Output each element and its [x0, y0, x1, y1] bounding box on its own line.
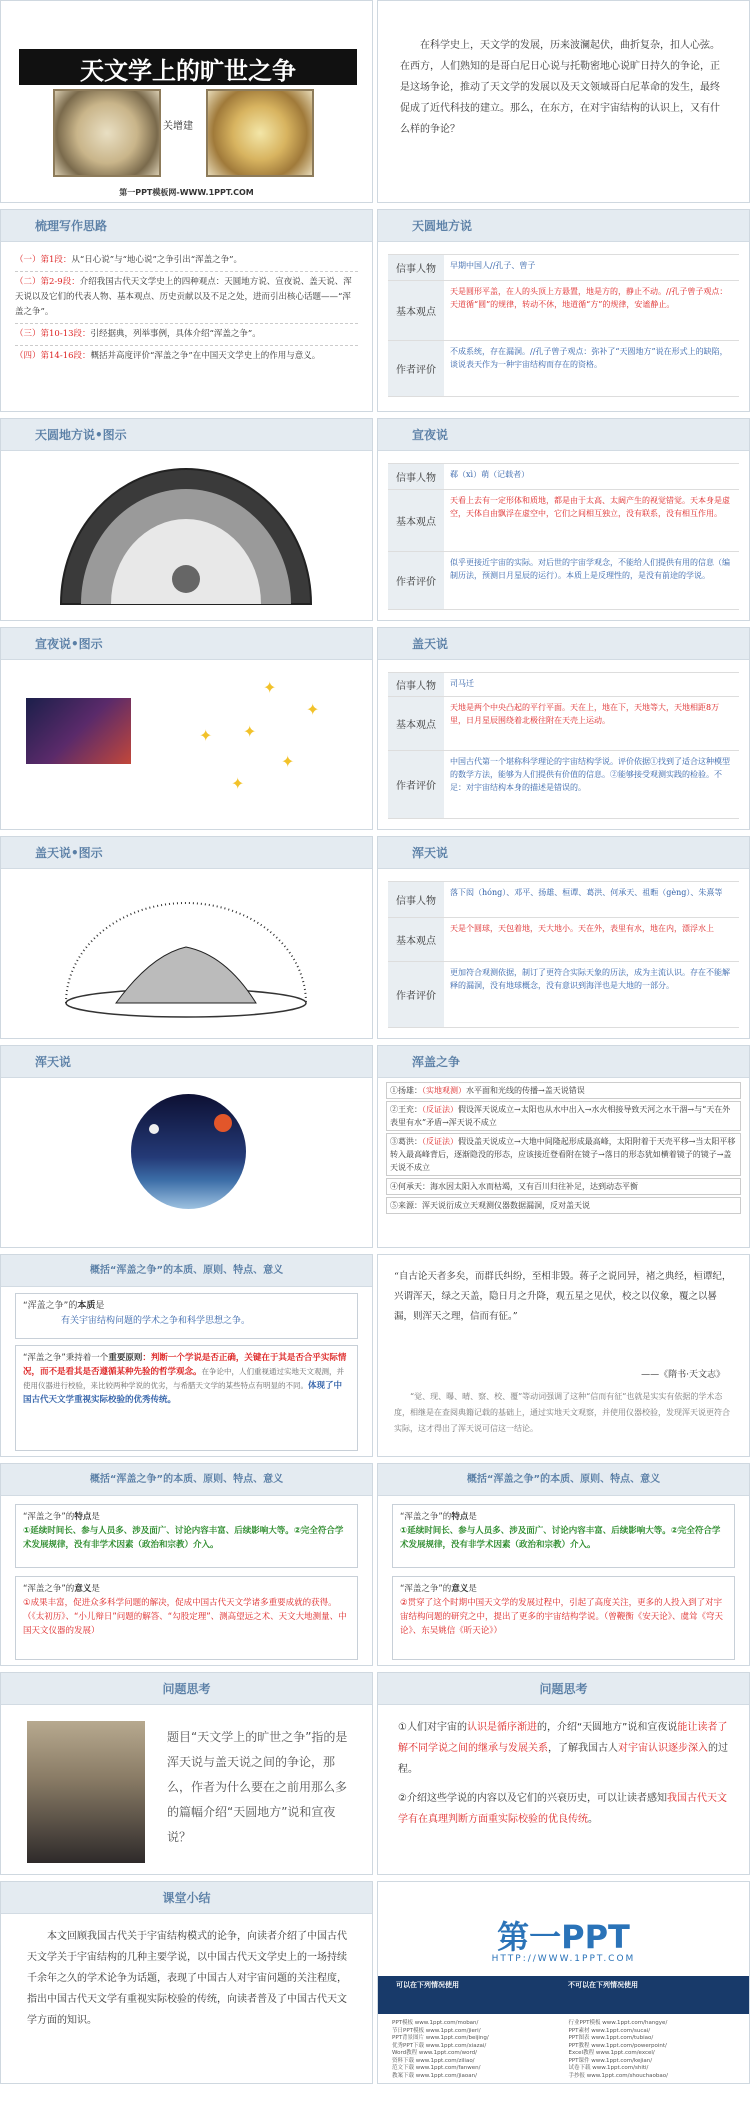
item-lead: ④何承天： — [390, 1182, 430, 1191]
item-tag: （反证法） — [422, 1105, 458, 1114]
row-key: 信事人物 — [388, 673, 444, 696]
item-lead: ①扬雄： — [390, 1086, 422, 1095]
essence-keyword: 本质 — [77, 1301, 96, 1311]
answer-text: ，了解我国古人 — [548, 1743, 618, 1754]
theory-table — [388, 254, 739, 397]
answer-highlight: 能让读者了解不同学说之间的继承与发展关系 — [398, 1722, 728, 1754]
essence-connector: 是 — [95, 1301, 105, 1311]
debate-item — [386, 1082, 741, 1099]
table-row — [388, 697, 739, 751]
slide-header: 盖天说 — [378, 628, 749, 660]
table-row — [388, 464, 739, 490]
features-keyword: 特点 — [74, 1512, 92, 1522]
slide-tianyuan — [377, 209, 750, 412]
essence-text: 有关宇宙结构问题的学术之争和科学思想之争。 — [61, 1316, 251, 1326]
resource-link[interactable]: PPT教程 www.1ppt.com/powerpoint/ — [568, 2042, 667, 2049]
row-key: 作者评价 — [388, 552, 444, 609]
row-value: 天地是两个中央凸起的平行平面。天在上，地在下，天地等大，天地相距8万里，日月星辰围绕着北极往附在天壳上运动。 — [450, 703, 720, 725]
dome-earth-diagram — [56, 885, 316, 1025]
slide-tianyuan-diagram — [0, 418, 373, 621]
resource-link[interactable]: PPT课件 www.1ppt.com/kejian/ — [568, 2057, 653, 2064]
principle-lead: “浑盖之争”秉持着一个 — [23, 1353, 109, 1363]
table-row — [388, 918, 739, 962]
resource-link[interactable]: 试卷下载 www.1ppt.com/shiti/ — [568, 2065, 649, 2071]
slide-gaitian-diagram — [0, 836, 373, 1039]
essence-box — [15, 1293, 358, 1339]
row-value: 天是个圆球，天包着地，天大地小。天在外，表里有水，地在内，漂浮水上 — [450, 924, 714, 933]
resource-link[interactable]: 手抄报 www.1ppt.com/shouchaobao/ — [568, 2072, 668, 2079]
table-row — [388, 751, 739, 819]
answer-text: 的，介绍“天圆地方”说和宣夜说 — [536, 1722, 678, 1733]
slide-header: 课堂小结 — [1, 1882, 372, 1914]
slide-header: 概括“浑盖之争”的本质、原则、特点、意义 — [1, 1255, 372, 1287]
author-name: 关增建 — [163, 121, 193, 132]
question-text: 题目“天文学上的旷世之争”指的是浑天说与盖天说之间的争论，那么，作者为什么要在之前用那么多的篇幅介绍“天圆地方”说和宣夜说？ — [167, 1730, 348, 1844]
brand-url[interactable]: HTTP://WWW.1PPT.COM — [491, 1954, 636, 1964]
table-row — [388, 281, 739, 341]
sun-icon — [214, 1114, 232, 1132]
answer-paragraph — [398, 1788, 733, 1830]
slide-header: 梳理写作思路 — [1, 210, 372, 242]
debate-item — [386, 1197, 741, 1214]
row-key: 基本观点 — [388, 697, 444, 750]
answer-highlight: 认识是循序渐进 — [466, 1722, 537, 1733]
row-key: 基本观点 — [388, 918, 444, 961]
resource-link[interactable]: PPT素材 www.1ppt.com/sucai/ — [568, 2027, 651, 2034]
table-row — [388, 255, 739, 281]
row-key: 基本观点 — [388, 490, 444, 551]
resource-link[interactable]: Excel教程 www.1ppt.com/excel/ — [568, 2050, 655, 2056]
dome-diagram — [56, 459, 316, 609]
significance-text: ②贯穿了这个时期中国天文学的发展过程中，引起了高度关注，更多的人投入到了对宇宙结构问题的研究之中，提出了更多的宇宙结构学说。（曾鞭衡《安天论》、虞耸《穹天论》、东吴姚信《昕天论》） — [400, 1598, 724, 1636]
table-row — [388, 490, 739, 552]
item-tag: （实地观测） — [422, 1086, 466, 1095]
table-row — [388, 673, 739, 697]
row-value: 落下闳（hóng）、邓平、扬雄、桓谭、葛洪、何承天、祖暅（gèng）、朱熹等 — [450, 888, 723, 897]
resource-link[interactable]: 优秀PPT下载 www.1ppt.com/xiazai/ — [392, 2042, 487, 2049]
row-value: 中国古代第一个堪称科学理论的宇宙结构学说。评价依据①找到了适合这种模型的数学方法，能够为人们提供有价值的信息。②能够接受观测实践的检验。不足：对宇宙结构本身的描述是错误的。 — [450, 757, 730, 792]
outline-list — [15, 250, 358, 367]
item-lead: ②王充： — [390, 1105, 422, 1114]
features-box — [392, 1504, 735, 1568]
features-connector: 是 — [91, 1512, 100, 1522]
table-row — [388, 552, 739, 610]
table-row — [388, 882, 739, 918]
night-sky-painting — [26, 698, 131, 764]
slide-header: 浑天说 — [378, 837, 749, 869]
outline-lead: （一）第1段： — [15, 255, 72, 265]
slide-xuanye — [377, 418, 750, 621]
row-key: 基本观点 — [388, 281, 444, 340]
star-icon: ✦ — [281, 752, 295, 771]
theory-table — [388, 881, 739, 1028]
principle-text: ：判断一个学说是否正确，关键在于其是否合乎实际情况，而不是看其是否遵循某种先验的哲学观念。 — [23, 1353, 347, 1377]
quote-source: ——《隋书·天文志》 — [641, 1370, 725, 1380]
row-value: 不成系统，存在漏洞。//孔子曾子观点：弥补了“天圆地方”说在形式上的缺陷，谈说表天作为一种宇宙结构而存在的资格。 — [450, 347, 728, 369]
slide-header: 天圆地方说 — [378, 210, 749, 242]
row-key: 信事人物 — [388, 255, 444, 280]
slide-answer — [377, 1672, 750, 1875]
answer-paragraphs — [398, 1717, 733, 1830]
outline-lead: （三）第10-13段： — [15, 329, 91, 339]
slide-title-text: 天文学上的旷世之争 — [80, 57, 296, 85]
outline-item — [15, 272, 358, 324]
slide-header: 概括“浑盖之争”的本质、原则、特点、意义 — [378, 1464, 749, 1496]
resource-link[interactable]: 教案下载 www.1ppt.com/jiaoan/ — [392, 2072, 477, 2079]
author-photo — [27, 1721, 145, 1863]
row-value: 司马迁 — [450, 679, 474, 688]
answer-paragraph — [398, 1717, 733, 1780]
row-value: 郗（xì）萌（记载者） — [450, 470, 530, 479]
brand-logo: 第一PPT — [497, 1918, 630, 1956]
theory-table — [388, 463, 739, 610]
disallowed-heading: 不可以在下列情况使用 — [568, 1981, 638, 1989]
item-lead: ③葛洪： — [390, 1137, 422, 1146]
footer-text: 第一PPT模板网-WWW.1PPT.COM — [119, 188, 254, 197]
celestial-chart-left — [53, 89, 161, 177]
row-value: 更加符合观测依据，制订了更符合实际天象的历法，成为主流认识。存在不能解释的漏洞，没有地球概念，没有意识到海洋也是大地的一部分。 — [450, 968, 730, 990]
slide-intro — [377, 0, 750, 203]
principle-conclusion: 体现了中国古代天文学重视实际校验的优秀传统。 — [23, 1381, 343, 1405]
slide-header: 宣夜说•图示 — [1, 628, 372, 660]
quote-text: “自古论天者多矣，而群氏纠纷，至相非毁。蒋子之说同异，褚之典经，桓谭纪，兴谓浑天，绿之天盖，隐日月之升降，观五星之见伏，校之以仪象，覆之以晷漏，则浑天之理，信而有征。” — [394, 1271, 732, 1322]
moon-icon — [149, 1124, 159, 1134]
resource-link[interactable]: PPT模板 www.1ppt.com/moban/ — [392, 2020, 479, 2026]
slide-quote — [377, 1254, 750, 1457]
slide-huntian — [377, 836, 750, 1039]
star-icon: ✦ — [199, 726, 213, 745]
star-icon: ✦ — [231, 774, 245, 793]
row-value: 天是圆形平盖，在人的头顶上方悬置，地是方的，静止不动。//孔子曾子观点：天道循“圆”的规律，转动不休，地道循“方”的规律，安谧静止。 — [450, 287, 728, 309]
answer-highlight: 我国古代天文学有在真理判断方面重实际校验的优良传统 — [398, 1793, 727, 1825]
slide-summary-features — [0, 1463, 373, 1666]
slide-gaitian — [377, 627, 750, 830]
answer-highlight: 对宇宙认识逐步深入 — [618, 1743, 708, 1754]
outline-text: 从“日心说”与“地心说”之争引出“浑盖之争”。 — [71, 255, 242, 265]
significance-connector: 是 — [91, 1584, 100, 1594]
resource-link[interactable]: 资料下载 www.1ppt.com/ziliao/ — [392, 2057, 475, 2064]
resource-link[interactable]: PPT背景图片 www.1ppt.com/beijing/ — [392, 2035, 489, 2041]
features-lead: “浑盖之争”的 — [400, 1512, 452, 1522]
slide-header: 浑天说 — [1, 1046, 372, 1078]
slide-header: 概括“浑盖之争”的本质、原则、特点、意义 — [1, 1464, 372, 1496]
item-text: 假设盖天说成立→大地中间隆起形成最高峰，太阳附着于天壳平移→当太阳平移转入最高峰背后，逐渐隐没的形态，应该接近登看附在镜子→落日的形态犹如横着镜子的镜子→盖天说不成立 — [390, 1137, 736, 1172]
star-icon: ✦ — [243, 722, 257, 741]
quote-analysis: “觉、现、曝、晴、察、校、覆”等动词强调了这种“信而有征”也就是实实有依据的学术态度，相继是在查阅典籍记载的基础上，通过实地天文观察，并使用仪器校验，发现浑天说更符合实际，这才得出了浑天说可信这一结论。 — [394, 1392, 730, 1433]
debate-item — [386, 1101, 741, 1131]
outline-text: 引经据典，列举事例，具体介绍“浑盖之争”。 — [90, 329, 261, 339]
celestial-chart-right — [206, 89, 314, 177]
features-connector: 是 — [468, 1512, 477, 1522]
star-icon: ✦ — [263, 678, 277, 697]
resource-link[interactable]: 行业PPT模板 www.1ppt.com/hangye/ — [568, 2020, 668, 2026]
outline-item — [15, 250, 358, 272]
item-text: 假设浑天说成立→太阳也从水中出入→水火相接导致天河之水干涸→与“天在外表里有水”矛盾→浑天说不成立 — [390, 1105, 731, 1127]
outline-text: 介绍我国古代天文学史上的四种观点：天圆地方说、宣夜说、盖天说、浑天说以及它们的代表人物、基本观点、历史贡献以及不足之处，进而引出核心话题——“浑盖之争”。 — [15, 277, 352, 317]
answer-text: ①人们对宇宙的 — [398, 1722, 467, 1733]
item-tag: （反证法） — [422, 1137, 458, 1146]
resource-link[interactable]: Word教程 www.1ppt.com/word/ — [392, 2050, 477, 2056]
debate-item — [386, 1133, 741, 1176]
row-value: 似乎更接近宇宙的实际。对后世的宇宙学观念，不能给人们提供有用的信息（编制历法，预测日月星辰的运行）。本质上是反理性的，是没有前途的学说。 — [450, 558, 730, 580]
celestial-sphere — [131, 1094, 246, 1209]
outline-item — [15, 346, 358, 367]
significance-box — [15, 1576, 358, 1660]
allowed-heading: 可以在下列情况使用 — [396, 1981, 459, 1989]
significance-keyword: 意义 — [74, 1584, 92, 1594]
slide-header: 问题思考 — [1, 1673, 372, 1705]
outline-lead: （四）第14-16段： — [15, 351, 91, 361]
item-text: 海水因太阳入水而枯竭，又有百川归往补足，达到动态平衡 — [430, 1182, 638, 1191]
star-icon: ✦ — [306, 700, 320, 719]
answer-text: 。 — [588, 1814, 598, 1825]
significance-lead: “浑盖之争”的 — [23, 1584, 75, 1594]
principle-detail: 在争论中，人们重视通过实地天文观测，并使用仪器进行校验，来比较两种学说的优劣，与希腊天文学的某些特点有明显的不同。 — [23, 1367, 345, 1390]
outline-text: 概括并高度评价“浑盖之争”在中国天文学史上的作用与意义。 — [90, 351, 321, 361]
item-lead: ⑤来源： — [390, 1201, 422, 1210]
item-text: 浑天说衍成立天观测仪器数据漏洞，反对盖天说 — [422, 1201, 590, 1210]
row-key: 信事人物 — [388, 464, 444, 489]
essence-lead: “浑盖之争”的 — [23, 1301, 78, 1311]
outline-lead: （二）第2-9段： — [15, 277, 80, 287]
link-grid — [392, 2020, 735, 2080]
table-row — [388, 341, 739, 397]
answer-text: ②介绍这些学说的内容以及它们的兴衰历史，可以让读者感知 — [398, 1793, 667, 1804]
slide-debate — [377, 1045, 750, 1248]
significance-lead: “浑盖之争”的 — [400, 1584, 452, 1594]
row-key: 作者评价 — [388, 341, 444, 396]
row-key: 作者评价 — [388, 751, 444, 818]
slide-summary-principle — [0, 1254, 373, 1457]
debate-list — [386, 1082, 741, 1214]
slide-header: 浑盖之争 — [378, 1046, 749, 1078]
answer-text: 的过程。 — [398, 1743, 728, 1775]
significance-box — [392, 1576, 735, 1660]
table-row — [388, 962, 739, 1028]
significance-keyword: 意义 — [451, 1584, 469, 1594]
slide-header: 盖天说•图示 — [1, 837, 372, 869]
slide-xuanye-diagram — [0, 627, 373, 830]
row-key: 信事人物 — [388, 882, 444, 917]
features-text: ①延续时间长、参与人员多、涉及面广、讨论内容丰富、后续影响大等。②完全符合学术发展规律，没有非学术因素（政治和宗教）介入。 — [400, 1526, 721, 1550]
row-value: 天看上去有一定形体和质地，都是由于太高、太阔产生的视觉错觉。天本身是虚空，天体自由飘浮在虚空中，它们之间相互独立，没有联系，没有相互作用。 — [450, 496, 730, 518]
slide-huntian-diagram — [0, 1045, 373, 1248]
resource-link[interactable]: 节日PPT模板 www.1ppt.com/jieri/ — [392, 2027, 481, 2034]
principle-box — [15, 1345, 358, 1451]
features-text: ①延续时间长、参与人员多、涉及面广、讨论内容丰富、后续影响大等。②完全符合学术发展规律，没有非学术因素（政治和宗教）介入。 — [23, 1526, 344, 1550]
significance-text: ①成果丰富，促进众多科学问题的解决，促成中国古代天文学诸多重要成就的获得。（《太初历》、“小儿辩日”问题的解答、“勾股定理”、测高望远之术、天文大地测量、中国天文仪器的发展） — [23, 1598, 347, 1636]
slide-title — [0, 0, 373, 203]
intro-paragraph: 在科学史上，天文学的发展，历来波澜起伏，曲折复杂，扣人心弦。在西方，人们熟知的是哥白尼日心说与托勒密地心说旷日持久的争论，正是这场争论，推动了天文学的发展以及天文领域哥白尼革命的发生，最终促成了近代科技的建立。那么，在东方，在对宇宙结构的认识上，又有什么样的争论？ — [400, 40, 720, 135]
row-value: 早期中国人//孔子、曾子 — [450, 261, 536, 270]
debate-item — [386, 1178, 741, 1195]
outline-item — [15, 324, 358, 346]
slide-header: 宣夜说 — [378, 419, 749, 451]
features-lead: “浑盖之争”的 — [23, 1512, 75, 1522]
features-box — [15, 1504, 358, 1568]
slide-outline — [0, 209, 373, 412]
principle-keyword: 重要原则 — [108, 1353, 143, 1363]
features-keyword: 特点 — [451, 1512, 469, 1522]
item-text: 水平面和光线的传播→盖天说错误 — [466, 1086, 585, 1095]
resource-link[interactable]: PPT图表 www.1ppt.com/tubiao/ — [568, 2035, 654, 2041]
significance-connector: 是 — [468, 1584, 477, 1594]
slide-question — [0, 1672, 373, 1875]
slide-summary-features-2 — [377, 1463, 750, 1666]
slide-header: 天圆地方说•图示 — [1, 419, 372, 451]
resource-link[interactable]: 范文下载 www.1ppt.com/fanwen/ — [392, 2065, 481, 2071]
slide-ending — [377, 1881, 750, 2084]
conclusion-text: 本文回顾我国古代关于宇宙结构模式的论争，向读者介绍了中国古代天文学关于宇宙结构的几种主要学说，以中国古代天文学史上的一场持续千余年之久的学术论争为话题，表现了中国古人对宇宙问题的关注程度，指出中国古代天文学有重视实际校验的传统，向读者普及了中国古代天文学方面的知识。 — [27, 1931, 347, 2026]
slide-header: 问题思考 — [378, 1673, 749, 1705]
slide-conclusion — [0, 1881, 373, 2084]
theory-table — [388, 672, 739, 819]
row-key: 作者评价 — [388, 962, 444, 1027]
